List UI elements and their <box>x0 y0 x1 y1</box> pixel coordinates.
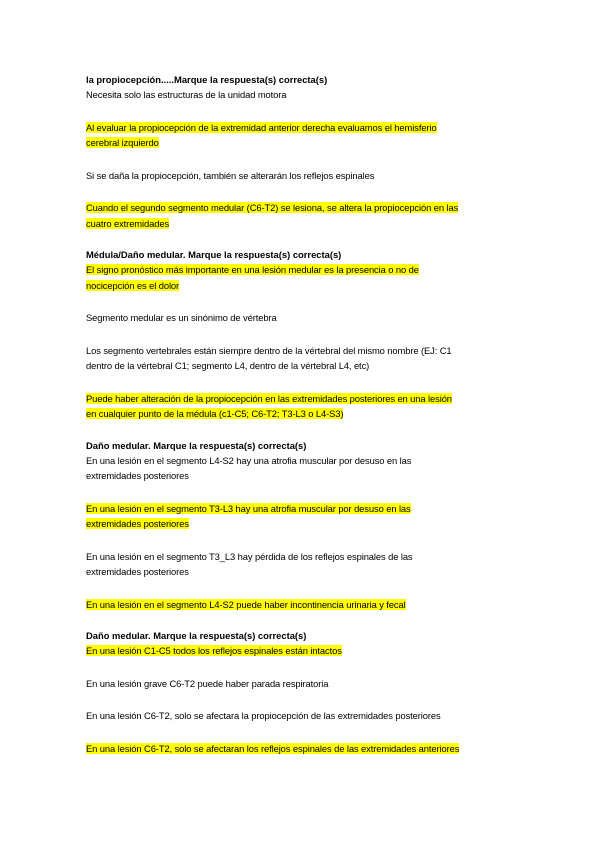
answer-option <box>86 168 516 184</box>
answer-text-line: En una lesión en el segmento L4-S2 hay una atrofia muscular por desuso en las <box>86 454 412 466</box>
answer-option <box>86 708 516 724</box>
answer-text-line: En una lesión C6-T2, solo se afectaran los reflejos espinales de las extremidades anteriores <box>86 742 460 754</box>
answer-option-highlighted <box>86 741 516 757</box>
answer-text-line: En una lesión grave C6-T2 puede haber parada respiratoria <box>86 677 329 689</box>
answer-option <box>86 87 516 103</box>
question-heading: Daño medular. Marque la respuesta(s) correcta(s) <box>86 439 307 451</box>
answer-text-line: extremidades posteriores <box>86 470 189 481</box>
question-heading: la propiocepción.....Marque la respuesta(s) correcta(s) <box>86 74 328 85</box>
question-block <box>86 439 516 613</box>
answer-text-line: Segmento medular es un sinónimo de vértebra <box>86 312 277 323</box>
answer-text-line: En una lesión en el segmento T3_L3 hay pérdida de los reflejos espinales de las <box>86 550 413 562</box>
answer-text-line: dentro de la vértebral C1; segmento L4, dentro de la vértebral L4, etc) <box>86 360 370 371</box>
answer-text-line: Cuando el segundo segmento medular (C6-T2) se lesiona, se altera la propiocepción en las <box>86 202 459 213</box>
answer-text-line: en cualquier punto de la médula (c1-C5; C6-T2; T3-L3 o L4-S3) <box>86 408 344 419</box>
answer-option-highlighted <box>86 643 516 659</box>
answer-text-line: En una lesión C6-T2, solo se afectara la propiocepción de las extremidades posteriores <box>86 710 441 721</box>
question-block <box>86 629 516 756</box>
answer-text-line: extremidades posteriores <box>86 566 189 577</box>
answer-option <box>86 549 516 580</box>
answer-option-highlighted <box>86 501 516 532</box>
answer-text-line: En una lesión en el segmento L4-S2 puede haber incontinencia urinaria y fecal <box>86 598 406 610</box>
answer-text-line: extremidades posteriores <box>86 518 189 529</box>
answer-text-line: cerebral izquierdo <box>86 137 159 148</box>
answer-text-line: En una lesión en el segmento T3-L3 hay una atrofia muscular por desuso en las <box>86 502 411 514</box>
answer-option <box>86 676 516 692</box>
answer-text-line: Si se daña la propiocepción, también se alterarán los reflejos espinales <box>86 169 375 181</box>
answer-option <box>86 310 516 326</box>
answer-option-highlighted <box>86 120 516 151</box>
answer-text-line: cuatro extremidades <box>86 217 170 229</box>
answer-option-highlighted <box>86 262 516 293</box>
question-heading: Daño medular. Marque la respuesta(s) correcta(s) <box>86 630 307 641</box>
answer-text-line: En una lesión C1-C5 todos los reflejos espinales están intactos <box>86 645 342 656</box>
answer-option <box>86 453 516 484</box>
question-heading: Médula/Daño medular. Marque la respuesta(s) correcta(s) <box>86 249 342 260</box>
answer-option-highlighted <box>86 391 516 422</box>
answer-text-line: Puede haber alteración de la propiocepción en las extremidades posteriores en una lesión <box>86 392 452 404</box>
answer-text-line: Necesita solo las estructuras de la unidad motora <box>86 89 287 100</box>
answer-option <box>86 343 516 374</box>
answer-text-line: Al evaluar la propiocepción de la extremidad anterior derecha evaluamos el hemisferio <box>86 121 437 133</box>
answer-text-line: nocicepción es el dolor <box>86 279 180 291</box>
question-block <box>86 73 516 231</box>
question-block <box>86 248 516 422</box>
answer-text-line: Los segmento vertebrales están siempre dentro de la vértebral del mismo nombre (EJ: C1 <box>86 344 452 356</box>
answer-option-highlighted <box>86 597 516 613</box>
answer-text-line: El signo pronóstico más importante en una lesión medular es la presencia o no de <box>86 264 419 275</box>
document-page <box>86 73 516 773</box>
answer-option-highlighted <box>86 200 516 231</box>
